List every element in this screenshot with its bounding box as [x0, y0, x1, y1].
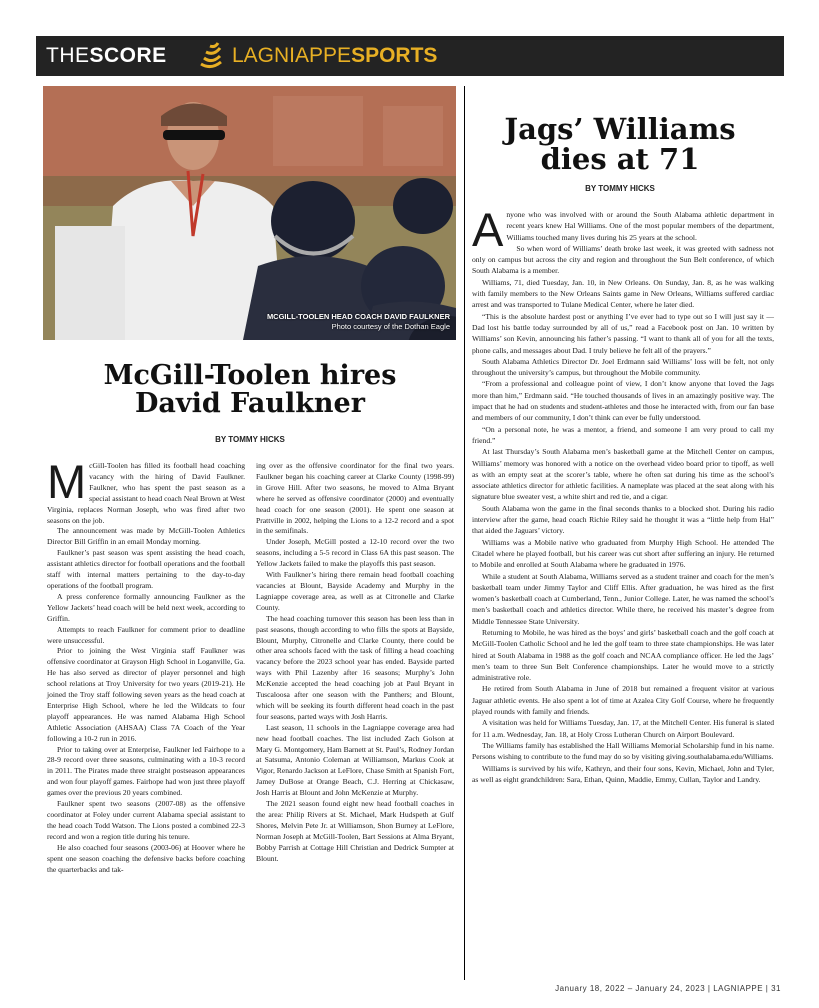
article2-para: So when word of Williams’ death broke last week, it was greeted with sadness not only on campus but across the city and region and throughout the Sun Belt conference, of which South Alabama is a member. [472, 243, 774, 276]
article1-para: A press conference formally announcing Faulkner as the Yellow Jackets’ head coach will be held next week, according to Griffin. [47, 591, 245, 623]
caption-credit: Photo courtesy of the Dothan Eagle [331, 322, 450, 331]
brand-title: LAGNIAPPESPORTS [232, 44, 438, 67]
article1-column2 [256, 461, 454, 865]
article1-para: Prior to taking over at Enterprise, Faulkner led Fairhope to a 28-9 record over three seasons, culminating with a 10-3 record in 2011. The Pirates made three straight postseason appearances and won four playoff games. Fairhope had won just three playoff games over the previous 20 years combined. [47, 744, 245, 798]
article1-para: Last season, 11 schools in the Lagniappe coverage area had new head football coaches. The list included Zach Golson at Mary G. Montgomery, Ham Barnett at St. Paul’s, Rodney Jordan at Satsuma, Antonio Coleman at Williamson, Markus Cook at Vigor, Renardo Jackson at LeFlore, Chase Smith at Spanish Fort, Jamey DuBose at Orange Beach, C.J. Herring at Chickasaw, Josh Harris at Blount and John McKenzie at Murphy. [256, 722, 454, 798]
photo-illustration [43, 86, 456, 340]
article2-para: South Alabama Athletics Director Dr. Joel Erdmann said Williams’ loss will be felt, not only throughout the university’s campus, but throughout the Mobile community. [472, 356, 774, 378]
column-divider [464, 86, 465, 980]
coach-photo [43, 86, 456, 340]
article1-column1 [47, 455, 245, 875]
section-title: THESCORE [46, 44, 167, 67]
article2-para: Williams is survived by his wife, Kathryn, and their four sons, Kevin, Michael, John and Tyler, as well as eight grandchildren: Sara, Ethan, Quinn, Maddie, Emmy, Cullan, Taylor and Landry. [472, 763, 774, 784]
article2-para: At last Thursday’s South Alabama men’s basketball game at the Mitchell Center on campus, Williams’ memory was honored with a notice on the overhead video board prior to tipoff, as well as with an empty seat at the scorer’s table, where he often sat during his time as the school’s associate athletics director for athletic facilities. A nameplate was placed at the seat along with his signature blue sweater vest, a white shirt and red tie, and a cigar. [472, 447, 774, 502]
article2-para: South Alabama won the game in the final seconds thanks to a blocked shot. During his radio interview after the game, head coach Richie Riley said he thought it was a “little help from Hal” that aided the Jaguars’ victory. [472, 503, 774, 536]
article2-para: A visitation was held for Williams Tuesday, Jan. 17, at the Mitchell Center. His funeral is slated for 11 a.m. Wednesday, Jan. 18, at Holy Cross Lutheran Church on Airport Boulevard. [472, 718, 774, 739]
article1-para: Faulkner’s past season was spent assisting the head coach, assistant athletics director for football operations and the football staff with internal matters pertaining to the day-to-day operations of the football program. [47, 548, 245, 590]
article1-para: Faulkner spent two seasons (2007-08) as the offensive coordinator at Foley under current Alabama special assistant to the head coach Todd Watson. The Lions posted a combined 22-3 record and won a region title during his tenure. [47, 799, 245, 841]
article1-dropcap: M [47, 455, 87, 508]
article1-para: He also coached four seasons (2003-06) at Hoover where he spent one season coaching the defensive backs before coaching the quarterbacks and tak- [47, 842, 245, 874]
article1-headline: McGill-Toolen hires David Faulkner [103, 360, 397, 420]
article1-para: With Faulkner’s hiring there remain head football coaching vacancies at Blount, Bayside Academy and Murphy in the Lagniappe coverage area, as well as at Citronelle and Clarke County. [256, 570, 454, 612]
caption-title: MCGILL-TOOLEN HEAD COACH DAVID FAULKNER [266, 312, 450, 321]
article2-para: “This is the absolute hardest post or anything I’ve ever had to type out so I will just say it — Dad lost his battle today surrounded by all of us,” read a Facebook post on Jan. 10 written by Williams’ son Kevin, announcing his father’s passing. “I want to thank all of you for all the texts, phone calls, and messages about Dad. I truly believe he felt all of the prayers.” [472, 311, 774, 355]
article1-byline: BY TOMMY HICKS [215, 435, 285, 444]
article2-headline: Jags’ Williams dies at 71 [504, 112, 736, 177]
page-footer: January 18, 2022 – January 24, 2023 | LAGNIAPPE | 31 [555, 984, 781, 993]
article1-para: The announcement was made by McGill-Toolen Athletics Director Bill Griffin in an email Monday morning. [47, 526, 245, 547]
article2-para: “From a professional and colleague point of view, I don’t know anyone that loved the Jags more than him,” Erdmann said. “He touched thousands of lives in an amazingly positive way. The impact that he had on students and student-athletes and those he interacted with, from our fan base and members of our community, I don’t think can ever be fully understood. [472, 379, 774, 423]
page-top-margin [0, 0, 819, 36]
article1-para: Attempts to reach Faulkner for comment prior to deadline were unsuccessful. [47, 624, 245, 645]
article2-column [472, 203, 774, 785]
article2-para: Williams, 71, died Tuesday, Jan. 10, in New Orleans. On Sunday, Jan. 8, as he was walking with family members to the New Orleans Saints game in New Orleans, Williams suffered cardiac arrest and was transported to Tulane Medical Center, where he later died. [472, 277, 774, 310]
article2-para: Returning to Mobile, he was hired as the boys’ and girls’ basketball coach and the golf coach at McGill-Toolen Catholic School and he led the golf team to three state championships. He was later hired at South Alabama in 1988 as the golf coach and NCAA compliance officer. He led the Jags’ men’s team to three Sun Belt Conference championships. Later he would move to a strictly administrative role. [472, 627, 774, 683]
section-banner [36, 36, 784, 76]
article2-para: “On a personal note, he was a mentor, a friend, and someone I am very proud to call my friend.” [472, 424, 774, 445]
article1-para: Under Joseph, McGill posted a 12-10 record over the two seasons, including a 5-5 record in Class 6A this past season. The Yellow Jackets failed to make the playoffs this past season. [256, 537, 454, 569]
photo-caption [267, 312, 450, 332]
article1-para: McGill-Toolen has filled its football head coaching vacancy with the hiring of David Faulkner. Faulkner, who has spent the past season as a special assistant to head coach Neal Brown at West Virginia, replaces Norman Joseph, who was fired after two seasons on the job. [47, 455, 245, 525]
article2-para: Williams was a Mobile native who graduated from Murphy High School. He attended The Citadel where he played football, but his career was cut short after suffering an injury. He returned to Mobile and enrolled at South Alabama where he graduated in 1976. [472, 537, 774, 570]
article1-para: ing over as the offensive coordinator for the final two years. Faulkner began his coaching career at Clarke County (1998-99) in Grove Hill. After two seasons, he moved to Alma Bryant where he served as offensive coordinator (2000) and eventually head coach for one season (2001). He spent one season at Prattville in 2002, helping the Lions to a 12-2 record and a spot in the semifinals. [256, 461, 454, 536]
article2-dropcap: A [472, 203, 504, 256]
article1-para: The 2021 season found eight new head football coaches in the area: Philip Rivers at St. Michael, Mark Hudspeth at Gulf Shores, Melvin Pete Jr. at Williamson, Shon Burney at LeFlore, Norman Joseph at McGill-Toolen, Bart Sessions at Alma Bryant, Bobby Parrish at Cottage Hill Christian and Dedrick Sumpter at Blount. [256, 799, 454, 863]
lagniappe-logo-icon [196, 40, 226, 72]
article2-para: While a student at South Alabama, Williams served as a student trainer and coach for the men’s basketball team under Jimmy Taylor and Cliff Ellis. After graduation, he was hired as the first women’s basketball coach at Cumberland, Tenn., Junior College. Later, he was named the school’s men’s basketball coach and athletics director. While there, he received his master’s degree from Middle Tennessee State University. [472, 571, 774, 626]
article2-byline: BY TOMMY HICKS [585, 184, 655, 193]
article2-para: Anyone who was involved with or around the South Alabama athletic department in recent years knew Hal Williams. One of the most popular members of the department, Williams touched many lives during his 25 years at the school. [472, 203, 774, 256]
article1-para: The head coaching turnover this season has been less than in past seasons, though according to who fills the spots at Bayside, Blount, Murphy, Citronelle and Clarke County, there could be other area schools faced with the task of filling a head coaching vacancy before the 2023 school year has ended. Bayside parted ways with Phil Lazenby after 16 seasons; Murphy’s John McKenzie accepted the head coaching job at Paul Bryant in Tuscaloosa after one season with the Panthers; and Blount, which will be seeking its fourth different head coach in the past four seasons, parted ways with Josh Harris. [256, 613, 454, 721]
article2-para: The Williams family has established the Hall Williams Memorial Scholarship fund in his name. Persons wishing to contribute to the fund may do so by visiting giving.southalabama.edu/Williams. [472, 740, 774, 762]
article1-para: Prior to joining the West Virginia staff Faulkner was offensive coordinator at Grayson High School in Loganville, Ga. He has also served as director of player personnel and high school relations at Troy University for two years (2019-21). He joined the Troy staff following seven years as the head coach at Enterprise High School, where he led the Wildcats to four playoff appearances. He was named Alabama High School Athletic Association (AHSAA) Class 7A Coach of the Year following a 10-2 run in 2016. [47, 646, 245, 743]
article2-para: He retired from South Alabama in June of 2018 but remained a frequent visitor at various Jaguar athletic events. He also spent a lot of time at Azalea City Golf Course, where he frequently played rounds with family and friends. [472, 684, 774, 717]
